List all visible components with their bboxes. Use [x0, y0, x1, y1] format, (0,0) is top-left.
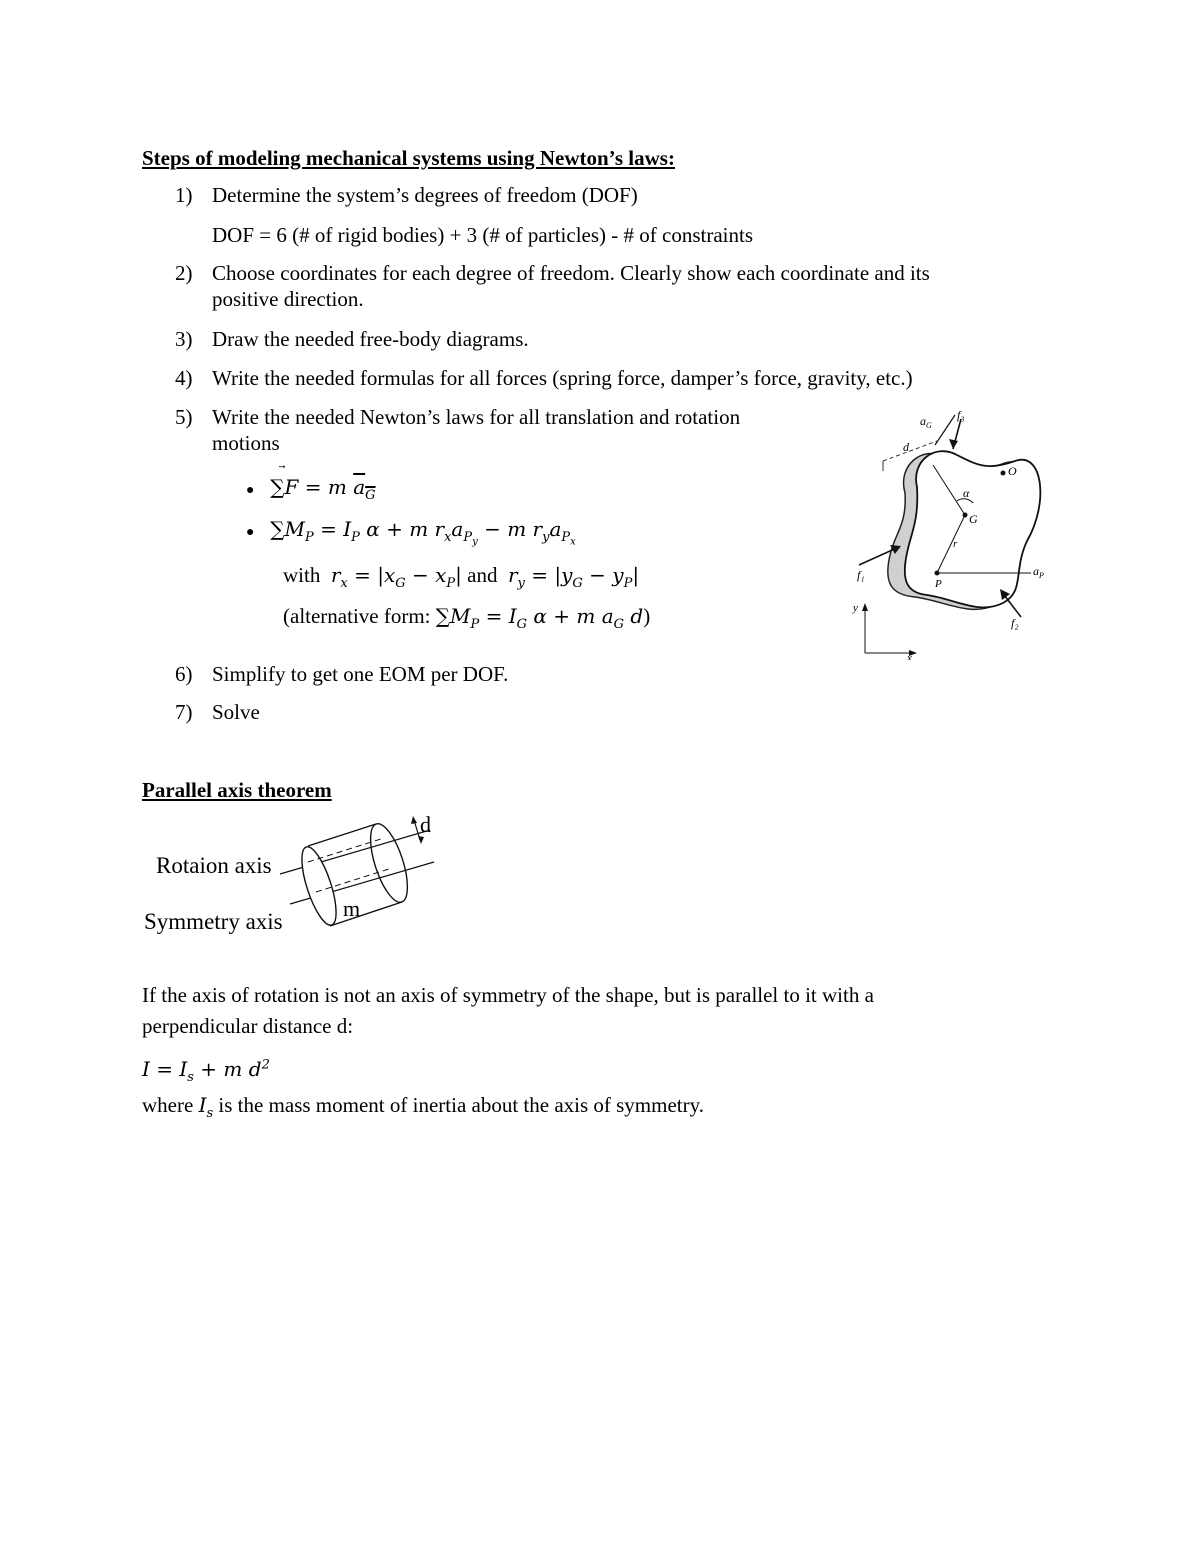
- label-aP: $a_P$: [1033, 564, 1044, 580]
- section-heading-parallel-axis: Parallel axis theorem: [142, 778, 332, 802]
- step-number-2: 2): [175, 261, 193, 285]
- equation-alternative: (alternative form: $\sum M_P = I_G$ α + m $a_G$ d): [283, 604, 651, 632]
- parallel-axis-figure: [140, 810, 450, 940]
- dof-formula: DOF = 6 (# of rigid bodies) + 3 (# of particles) - # of constraints: [212, 223, 753, 247]
- point-O: [1001, 471, 1006, 476]
- equation-moment: ● $\sum M_P = I_P$ α + m $r_xa_{P_y} - m$ $r_ya_{P_x}$: [246, 517, 576, 548]
- label-y: y: [853, 602, 858, 614]
- label-P: P: [935, 578, 942, 590]
- rigid-body-diagram: [845, 405, 1065, 660]
- label-f1: f₁: [857, 568, 865, 582]
- step-text-1: Determine the system’s degrees of freedom (DOF): [212, 183, 638, 207]
- step-text-4: Write the needed formulas for all forces (spring force, damper’s force, gravity, etc.): [212, 366, 913, 390]
- label-rotation-axis: Rotaion axis: [156, 853, 272, 878]
- step-number-5: 5): [175, 405, 193, 429]
- alt-prefix: (alternative form:: [283, 604, 431, 628]
- equation-parallel-axis: $I = I_s + m$ $d^2$: [142, 1056, 270, 1085]
- paragraph-line-1: If the axis of rotation is not an axis of symmetry of the shape, but is parallel to it with a: [142, 983, 874, 1007]
- step-number-6: 6): [175, 662, 193, 686]
- label-r: r: [953, 538, 958, 550]
- label-aG: $a_G$: [920, 414, 932, 430]
- equation-r-definitions: with $r_x = |x_G - x_P|$ and $r_y = |y_G - y_P|$: [283, 563, 640, 591]
- label-mass-m: m: [343, 896, 361, 921]
- point-G: [963, 513, 968, 518]
- label-x: x: [907, 652, 912, 660]
- label-f2: f₂: [1011, 616, 1019, 630]
- force-f3-arrowhead: [949, 439, 958, 449]
- and-word: and: [467, 563, 498, 587]
- paragraph-line-2: perpendicular distance d:: [142, 1014, 354, 1038]
- with-word: with: [283, 563, 321, 587]
- step-number-3: 3): [175, 327, 193, 351]
- step-text-5-cont: motions: [212, 431, 280, 455]
- step-text-5: Write the needed Newton’s laws for all translation and rotation: [212, 405, 741, 429]
- step-text-7: Solve: [212, 700, 260, 724]
- where-prefix: where: [142, 1093, 194, 1117]
- label-O: O: [1008, 464, 1017, 478]
- step-text-6: Simplify to get one EOM per DOF.: [212, 662, 509, 686]
- step-text-2-cont: positive direction.: [212, 287, 364, 311]
- label-symmetry-axis: Symmetry axis: [144, 909, 283, 934]
- where-line: where $I_s$ is the mass moment of inertia about the axis of symmetry.: [142, 1093, 705, 1121]
- label-alpha: α: [963, 486, 970, 500]
- label-f3: f₃: [957, 408, 965, 422]
- step-text-2: Choose coordinates for each degree of freedom. Clearly show each coordinate and its: [212, 261, 930, 285]
- cylinder-front-ellipse: [363, 820, 415, 907]
- section-heading-newton: Steps of modeling mechanical systems using Newton’s laws:: [142, 146, 675, 170]
- equation-force: ● ∑F = m $a_G$: [246, 475, 376, 503]
- step-number-4: 4): [175, 366, 193, 390]
- dimension-d-label: d: [903, 440, 909, 454]
- step-text-3: Draw the needed free-body diagrams.: [212, 327, 529, 351]
- step-number-1: 1): [175, 183, 193, 207]
- label-G: G: [969, 512, 978, 526]
- where-suffix: is the mass moment of inertia about the axis of symmetry.: [218, 1093, 705, 1117]
- label-distance-d: d: [420, 812, 431, 837]
- step-number-7: 7): [175, 700, 193, 724]
